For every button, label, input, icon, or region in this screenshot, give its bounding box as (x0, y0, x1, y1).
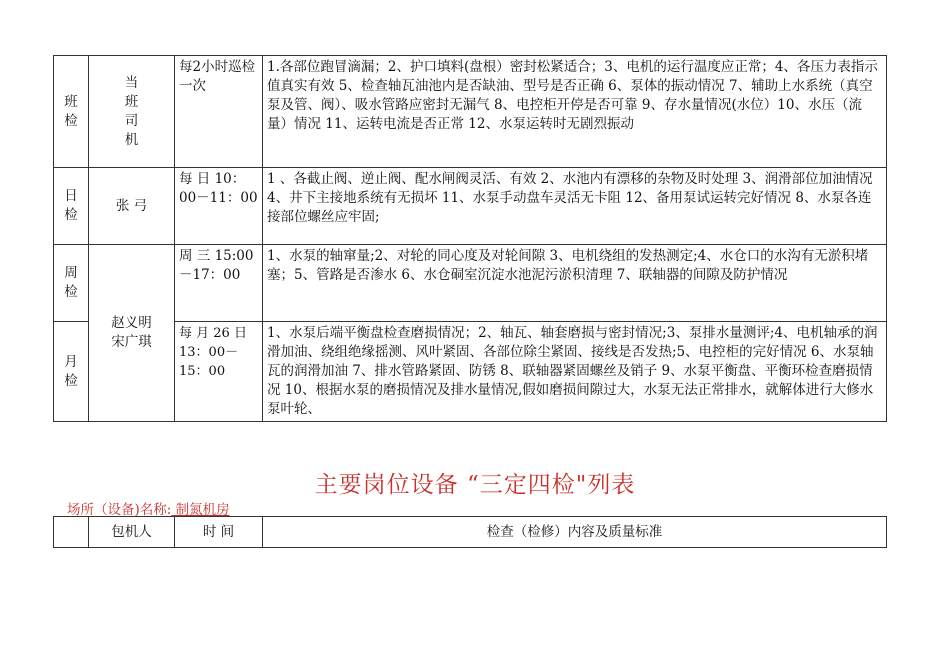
time-cell: 每2小时巡检一次 (175, 56, 263, 168)
site-label: 场所（设备)名称: (67, 502, 172, 518)
content-cell: 1 、各截止阀、逆止阀、配水闸阀灵活、有效 2、水池内有漂移的杂物及时处理 3、润滑部位加油情况 4、井下主接地系统有无损坏 11、水泵手动盘车灵活无卡阻 12、备用泵试运转完好情况 8、水泵各连接部位螺丝应牢固; (263, 168, 887, 245)
inspection-table (53, 55, 887, 422)
person-cell: 张 弓 (89, 168, 175, 245)
header-cell: 包机人 (89, 517, 175, 548)
period-cell: 班检 (54, 56, 89, 168)
table-row (54, 322, 887, 422)
content-cell: 1、水泵后端平衡盘检查磨损情况；2、轴瓦、轴套磨损与密封情况;3、泵排水量测评;4、电机轴承的润滑加油、绕组绝缘摇测、风叶紧固、各部位除尘紧固、接线是否发热;5、电控柜的完好情况 6、水泵轴瓦的润滑加油 7、排水管路紧固、防锈 8、联轴器紧固螺丝及销子 9、水泵平衡盘、平衡环检查磨损情况 10、根据水泵的磨损情况及排水量情况,假如磨损间隙过大，水泵无法正常排水，就解体进行大修水泵叶轮、 (263, 322, 887, 422)
page-title: 主要岗位设备 “三定四检"列表 (314, 472, 636, 498)
time-cell: 每 日 10：00－11：00 (175, 168, 263, 245)
table-header-row (54, 517, 887, 548)
site-name (67, 498, 230, 518)
period-cell: 周检 (54, 245, 89, 322)
site-value: 制氮机房 (171, 502, 230, 518)
time-cell: 每 月 26 日 13：00－15：00 (175, 322, 263, 422)
header-cell: 检查（检修）内容及质量标准 (263, 517, 887, 548)
table-row (54, 245, 887, 322)
table-row (54, 56, 887, 168)
person-cell: 当班司机 (89, 56, 175, 168)
content-cell: 1.各部位跑冒滴漏；2、护口填料(盘根）密封松紧适合；3、电机的运行温度应正常；4、各压力表指示值真实有效 5、检查轴瓦油池内是否缺油、型号是否正确 6、泵体的振动情况 7、辅助上水系统（真空泵及管、阀）、吸水管路应密封无漏气 8、电控柜开停是否可靠 9、存水量情况(水位）10、水压（流量）情况 11、运转电流是否正常 12、水泵运转时无剧烈振动 (263, 56, 887, 168)
period-cell: 日检 (54, 168, 89, 245)
header-table (53, 516, 887, 548)
header-cell: 时 间 (175, 517, 263, 548)
header-cell (54, 517, 89, 548)
period-cell: 月检 (54, 322, 89, 422)
content-cell: 1、水泵的轴窜量;2、对轮的同心度及对轮间隙 3、电机绕组的发热测定;4、水仓口的水沟有无淤积堵塞；5、管路是否渗水 6、水仓硐室沉淀水池泥污淤积清理 7、联轴器的间隙及防护情况 (263, 245, 887, 322)
table-row (54, 168, 887, 245)
time-cell: 周 三 15:00－17：00 (175, 245, 263, 322)
shared-person-cell: 赵义明宋广琪 (89, 245, 175, 422)
